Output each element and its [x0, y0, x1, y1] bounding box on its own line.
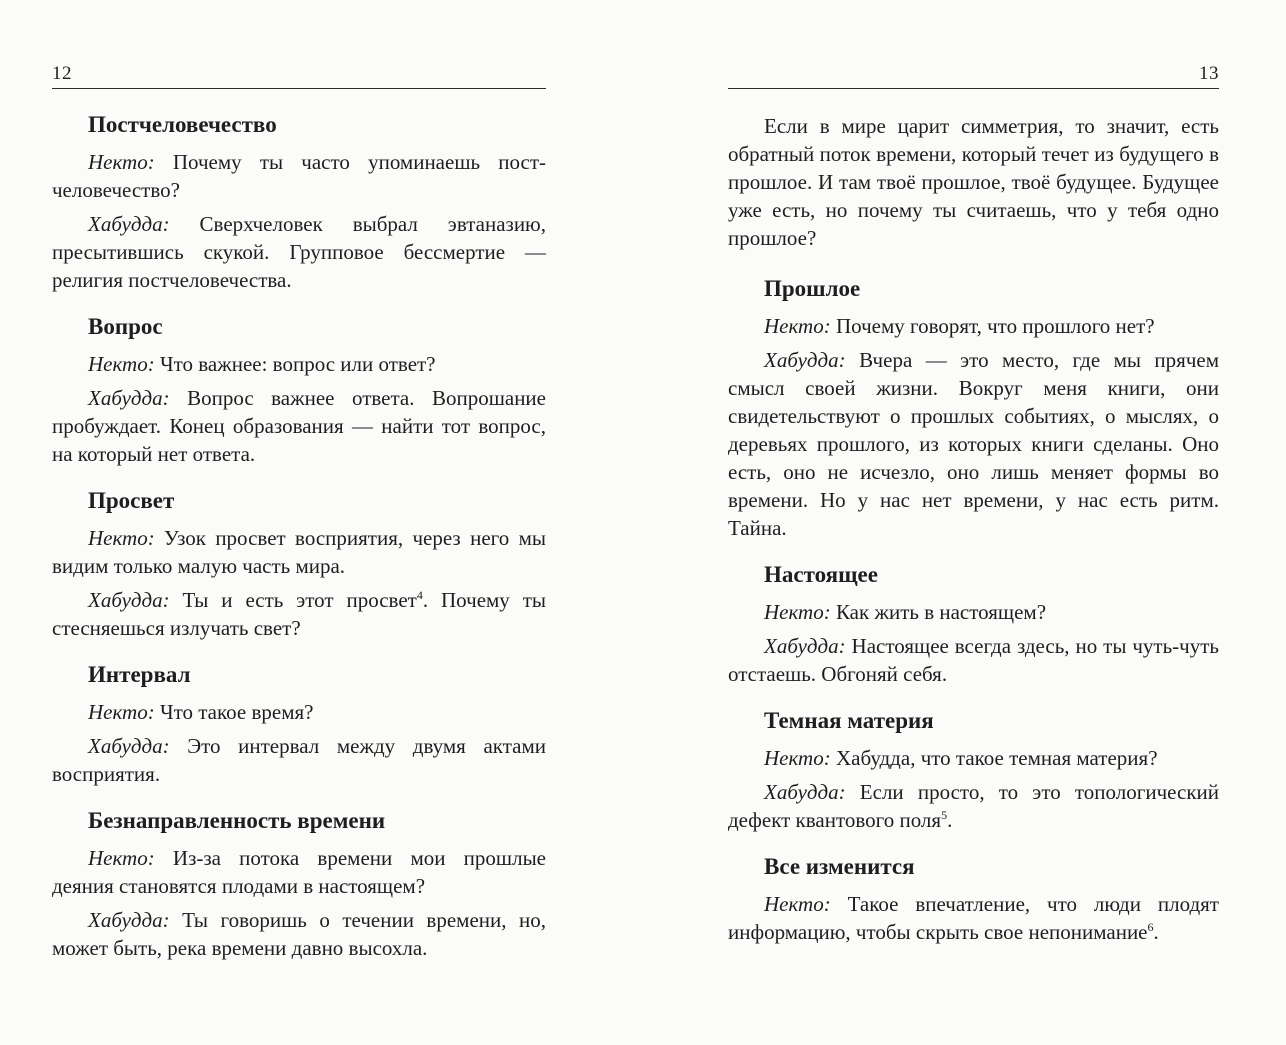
entry-heading: Вопрос: [88, 314, 163, 339]
page-number: 12: [52, 63, 72, 84]
dialogue-text: Ты говоришь о течении времени, но, может быть, река времени давно высохла.: [52, 908, 546, 960]
dialogue-text: Узок просвет восприятия, через него мы видим только малую часть мира.: [52, 526, 546, 578]
speaker-name: Хабудда:: [764, 634, 846, 658]
speaker-name: Некто:: [88, 352, 155, 376]
entry-heading: Безнаправленность времени: [88, 808, 386, 833]
footnote-marker: 4: [416, 588, 423, 602]
speaker-name: Некто:: [88, 150, 155, 174]
speaker-name: Хабудда:: [764, 780, 846, 804]
speaker-name: Хабудда:: [764, 348, 846, 372]
left-page: [52, 0, 546, 1045]
speaker-name: Некто:: [764, 600, 831, 624]
dialogue-text: Такое впечатление, что люди плодят информацию, чтобы скрыть свое непонимание: [728, 892, 1219, 944]
page-number: 13: [1199, 63, 1219, 84]
entry: [52, 312, 546, 468]
dialogue-line: [52, 698, 546, 726]
footnote-marker: 6: [1147, 920, 1154, 934]
dialogue-line: [52, 586, 546, 642]
entry: [52, 486, 546, 642]
dialogue-text: Вопрос важнее ответа. Вопрошание пробуждает. Конец образования — найти тот вопрос, на который нет ответа.: [52, 386, 546, 466]
dialogue-text: Если просто, то это топологический дефект квантового поля: [728, 780, 1219, 832]
entry-heading: Настоящее: [764, 562, 878, 587]
footnote-marker: 5: [941, 808, 948, 822]
entry: [52, 110, 546, 294]
dialogue-line: [52, 210, 546, 294]
dialogue-line: [728, 312, 1219, 340]
dialogue-text: Что такое время?: [154, 700, 314, 724]
entry: [52, 806, 546, 962]
dialogue-line: [52, 524, 546, 580]
speaker-name: Некто:: [764, 746, 831, 770]
dialogue-text: Почему говорят, что прошлого нет?: [830, 314, 1155, 338]
dialogue-text-tail: .: [1153, 920, 1159, 944]
entry-heading: Все изменится: [764, 854, 915, 879]
speaker-name: Некто:: [88, 700, 155, 724]
entry-heading: Прошлое: [764, 276, 861, 301]
dialogue-line: [728, 890, 1219, 946]
speaker-name: Хабудда:: [88, 588, 170, 612]
speaker-name: Хабудда:: [88, 212, 170, 236]
dialogue-text: Это интервал между двумя актами восприятия.: [52, 734, 546, 786]
dialogue-text: Почему ты часто упоминаешь постчеловечество?: [52, 150, 546, 202]
page-content: [52, 110, 546, 968]
running-header: [52, 62, 546, 89]
dialogue-text: Что важнее: вопрос или ответ?: [154, 352, 436, 376]
dialogue-line: [52, 906, 546, 962]
dialogue-line: [52, 350, 546, 378]
dialogue-text-tail: .: [947, 808, 953, 832]
speaker-name: Некто:: [88, 846, 155, 870]
entry-heading: Постчеловечество: [88, 112, 277, 137]
speaker-name: Некто:: [764, 314, 831, 338]
entry: [728, 852, 1219, 946]
dialogue-line: [728, 632, 1219, 688]
entry-heading: Интервал: [88, 662, 191, 687]
speaker-name: Некто:: [764, 892, 831, 916]
dialogue-text: Из-за потока времени мои прошлые деяния становятся плодами в настоящем?: [52, 846, 546, 898]
dialogue-line: [52, 732, 546, 788]
dialogue-text: Настоящее всегда здесь, но ты чуть-чуть отстаешь. Обгоняй себя.: [728, 634, 1219, 686]
dialogue-line: [728, 598, 1219, 626]
dialogue-text: Как жить в настоящем?: [830, 600, 1047, 624]
entry-heading: Просвет: [88, 488, 175, 513]
dialogue-line: [52, 844, 546, 900]
continued-paragraph: Если в мире царит симметрия, то значит, есть обратный поток времени, который течет из будущего в прошлое. И там твоё прошлое, твоё будущее. Будущее уже есть, но почему ты считаешь, что у тебя одно прошлое?: [728, 114, 1219, 250]
speaker-name: Хабудда:: [88, 734, 170, 758]
dialogue-line: [728, 778, 1219, 834]
speaker-name: Хабудда:: [88, 386, 170, 410]
dialogue-line: [52, 384, 546, 468]
entry: [728, 560, 1219, 688]
dialogue-text-tail: . Почему ты стесняешься излучать свет?: [52, 588, 546, 640]
entry: [728, 706, 1219, 834]
dialogue-text: Хабудда, что такое темная материя?: [830, 746, 1158, 770]
entry: [52, 660, 546, 788]
dialogue-text: Ты и есть этот просвет: [169, 588, 417, 612]
page-content: [728, 112, 1219, 952]
entry-heading: Темная материя: [764, 708, 934, 733]
dialogue-text: Вчера — это место, где мы прячем смысл своей жизни. Вокруг меня книги, они свидетельствуют о прошлых событиях, о мыслях, о деревьях прошлого, из которых книги сделаны. Оно есть, оно не исчезло, оно лишь меняет формы во времени. Но у нас нет времени, у нас есть ритм. Тайна.: [728, 348, 1219, 540]
dialogue-line: [728, 346, 1219, 542]
speaker-name: Хабудда:: [88, 908, 170, 932]
running-header: [728, 62, 1219, 89]
dialogue-text: Сверхчеловек выбрал эвтаназию, пресытившись скукой. Групповое бессмертие — религия постчеловечества.: [52, 212, 546, 292]
dialogue-line: [52, 148, 546, 204]
speaker-name: Некто:: [88, 526, 155, 550]
entry: [728, 274, 1219, 542]
dialogue-line: [728, 744, 1219, 772]
right-page: [728, 0, 1219, 1045]
